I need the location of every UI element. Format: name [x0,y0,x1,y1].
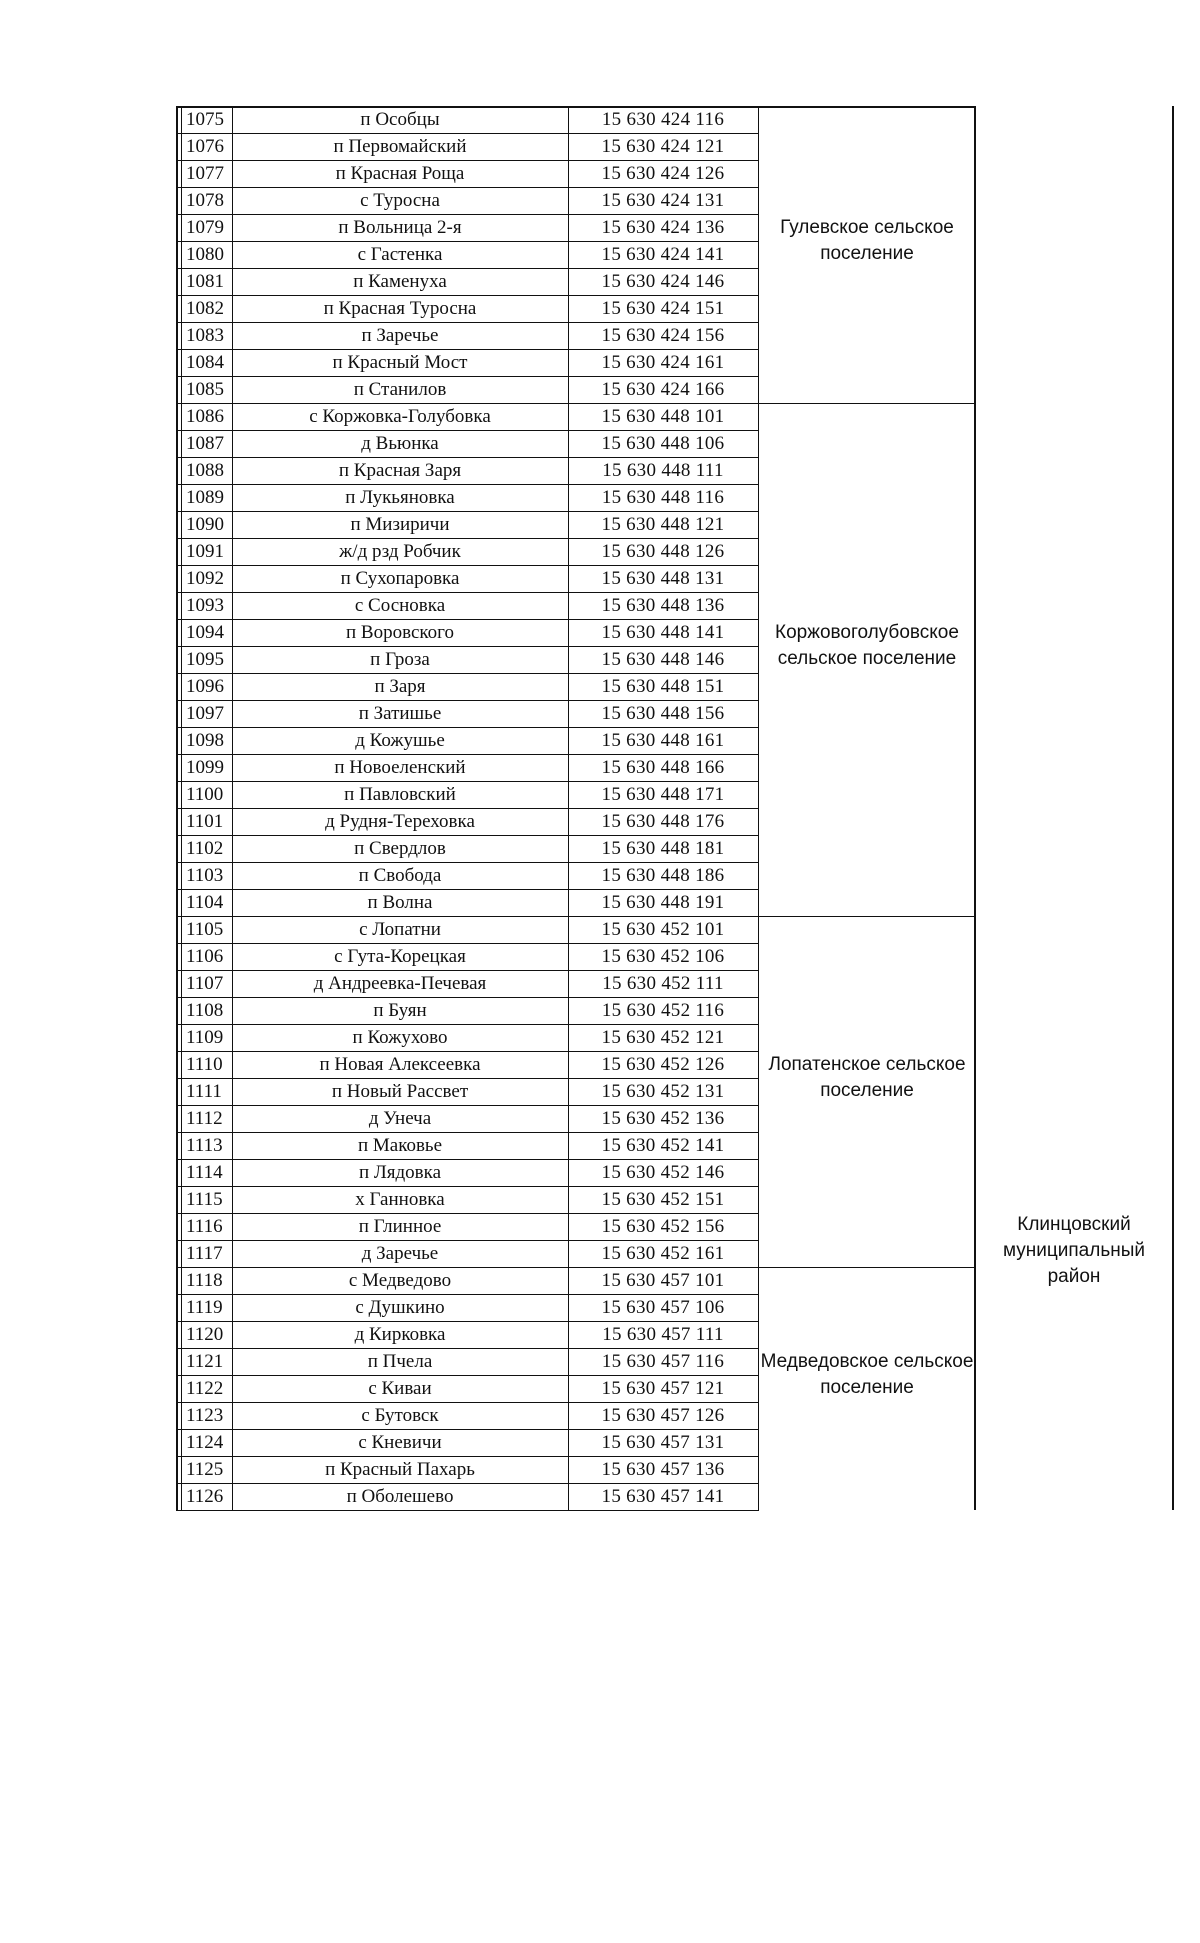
row-number: 1109 [186,1027,224,1048]
row-number: 1117 [186,1243,223,1264]
settlement-name: п Свобода [358,865,442,886]
settlement-name: п Первомайский [333,136,467,157]
settlement-name: п Новый Рассвет [331,1081,469,1102]
settlement-name: д Кожушье [355,730,445,751]
row-number: 1077 [186,163,224,184]
okato-code: 15 630 448 161 [601,730,725,751]
row-number: 1081 [186,271,224,292]
row-number: 1124 [186,1432,224,1453]
okato-code: 15 630 448 186 [601,865,725,886]
okato-code: 15 630 457 141 [601,1486,725,1507]
okato-code: 15 630 448 166 [601,757,725,778]
okato-code: 15 630 424 121 [601,136,725,157]
okato-code: 15 630 448 156 [601,703,725,724]
settlement-name: д Андреевка-Печевая [313,973,487,994]
settlement-name: п Глинное [358,1216,442,1237]
settlement-name: с Киваи [368,1378,432,1399]
row-number: 1105 [186,919,224,940]
okato-code: 15 630 452 131 [601,1081,725,1102]
settlement-name: п Маковье [357,1135,443,1156]
okato-code: 15 630 448 136 [601,595,725,616]
okato-code: 15 630 448 141 [601,622,725,643]
settlement-name: п Сухопаровка [340,568,460,589]
settlement-name: п Красный Мост [332,352,468,373]
row-number: 1079 [186,217,224,238]
row-number: 1115 [186,1189,223,1210]
group-divider [758,106,975,108]
okato-code: 15 630 424 126 [601,163,725,184]
okato-code: 15 630 457 136 [601,1459,725,1480]
settlement-name: с Сосновка [354,595,446,616]
table-border-right [1172,106,1174,1510]
okato-code: 15 630 448 171 [601,784,725,805]
settlement-name: п Лядовка [358,1162,442,1183]
settlement-name: п Затишье [358,703,442,724]
row-number: 1122 [186,1378,224,1399]
row-number: 1086 [186,406,224,427]
okato-code: 15 630 452 146 [601,1162,725,1183]
settlement-name: с Медведово [348,1270,452,1291]
row-number: 1123 [186,1405,224,1426]
row-number: 1100 [186,784,224,805]
okato-code: 15 630 424 141 [601,244,725,265]
settlement-name: п Красный Пахарь [325,1459,475,1480]
district-label: Клинцовский муниципальный район [1003,1214,1145,1287]
okato-code: 15 630 452 111 [602,973,724,994]
settlement-name: с Лопатни [359,919,441,940]
okato-code: 15 630 448 146 [601,649,725,670]
settlement-name: п Каменуха [353,271,447,292]
row-number: 1102 [186,838,224,859]
settlement-name: п Кожухово [352,1027,448,1048]
settlement-name: д Кирковка [354,1324,446,1345]
okato-code: 15 630 452 141 [601,1135,725,1156]
okato-code: 15 630 448 176 [601,811,725,832]
okato-code: 15 630 448 101 [601,406,725,427]
row-number: 1114 [186,1162,223,1183]
settlement-name: с Гута-Корецкая [334,946,466,967]
settlement-name: д Заречье [361,1243,439,1264]
row-number: 1091 [186,541,224,562]
okato-code: 15 630 448 126 [601,541,725,562]
okato-code: 15 630 452 161 [601,1243,725,1264]
settlement-name: п Новоеленский [334,757,466,778]
okato-code: 15 630 457 106 [601,1297,725,1318]
row-number: 1082 [186,298,224,319]
okato-code: 15 630 452 101 [601,919,725,940]
okato-code: 15 630 424 146 [601,271,725,292]
row-number: 1085 [186,379,224,400]
row-number: 1116 [186,1216,223,1237]
row-number: 1094 [186,622,224,643]
row-number: 1119 [186,1297,223,1318]
settlement-group-label: Гулевское сельское поселение [780,216,954,264]
row-number: 1089 [186,487,224,508]
row-number: 1095 [186,649,224,670]
group-divider [758,1267,975,1268]
okato-code: 15 630 448 116 [601,487,725,508]
okato-code: 15 630 452 121 [601,1027,725,1048]
settlement-name: с Коржовка-Голубовка [309,406,491,427]
row-number: 1113 [186,1135,223,1156]
okato-code: 15 630 448 131 [601,568,725,589]
okato-code: 15 630 448 191 [601,892,725,913]
row-number: 1084 [186,352,224,373]
column-divider [974,106,976,1510]
settlement-name: п Воровского [346,622,454,643]
settlement-name: п Буян [373,1000,427,1021]
settlement-name: п Волна [367,892,433,913]
row-number: 1076 [186,136,224,157]
row-number: 1120 [186,1324,224,1345]
settlement-name: п Красная Туросна [323,298,477,319]
settlement-name: с Душкино [355,1297,445,1318]
row-number: 1101 [186,811,224,832]
settlement-name: п Новая Алексеевка [319,1054,481,1075]
settlement-name: п Оболешево [346,1486,454,1507]
row-number: 1104 [186,892,224,913]
row-number: 1118 [186,1270,223,1291]
settlement-name: п Заречье [361,325,439,346]
okato-code: 15 630 452 156 [601,1216,725,1237]
okato-code: 15 630 424 166 [601,379,725,400]
row-number: 1097 [186,703,224,724]
okato-code: 15 630 457 111 [602,1324,724,1345]
row-number: 1125 [186,1459,224,1480]
row-number: 1108 [186,1000,224,1021]
okato-code: 15 630 452 116 [601,1000,725,1021]
row-number: 1107 [186,973,224,994]
okato-code: 15 630 448 111 [602,460,724,481]
okato-code: 15 630 457 116 [601,1351,725,1372]
okato-code: 15 630 448 151 [601,676,725,697]
settlement-name: д Рудня-Тереховка [325,811,475,832]
okato-code: 15 630 424 151 [601,298,725,319]
row-number: 1087 [186,433,224,454]
okato-code: 15 630 457 101 [601,1270,725,1291]
settlement-name: п Станилов [353,379,447,400]
row-number: 1106 [186,946,224,967]
okato-code: 15 630 452 106 [601,946,725,967]
settlement-name: с Гастенка [357,244,443,265]
row-number: 1092 [186,568,224,589]
okato-code: 15 630 424 161 [601,352,725,373]
settlement-name: п Вольница 2-я [338,217,462,238]
okato-code: 15 630 424 156 [601,325,725,346]
settlement-name: п Заря [374,676,426,697]
settlement-name: п Красная Заря [338,460,462,481]
okato-code: 15 630 448 181 [601,838,725,859]
row-number: 1096 [186,676,224,697]
row-number: 1121 [186,1351,224,1372]
okato-code: 15 630 457 121 [601,1378,725,1399]
okato-code: 15 630 457 131 [601,1432,725,1453]
row-number: 1093 [186,595,224,616]
settlement-name: п Павловский [344,784,456,805]
okato-code: 15 630 448 121 [601,514,725,535]
row-number: 1078 [186,190,224,211]
group-divider [758,403,975,404]
settlement-name: ж/д рзд Робчик [339,541,461,562]
row-number: 1083 [186,325,224,346]
settlement-name: п Лукьяновка [345,487,455,508]
settlement-name: д Унеча [368,1108,432,1129]
settlement-group-label: Лопатенское сельское поселение [768,1053,966,1101]
row-number: 1110 [186,1054,223,1075]
row-number: 1112 [186,1108,223,1129]
okato-code: 15 630 448 106 [601,433,725,454]
settlement-group-label: Медведовское сельское поселение [760,1350,974,1398]
settlement-name: п Свердлов [354,838,446,859]
okato-code: 15 630 457 126 [601,1405,725,1426]
row-number: 1075 [186,109,224,130]
settlement-name: п Пчела [367,1351,433,1372]
settlement-name: д Вьюнка [361,433,439,454]
group-divider [758,916,975,917]
settlement-name: х Ганновка [355,1189,445,1210]
row-number: 1111 [186,1081,222,1102]
okato-code: 15 630 424 131 [601,190,725,211]
settlement-name: п Мизиричи [350,514,450,535]
settlement-name: с Туросна [360,190,440,211]
row-number: 1099 [186,757,224,778]
settlement-group-label: Коржовоголубовское сельское поселение [775,621,959,669]
row-number: 1090 [186,514,224,535]
settlement-name: п Особцы [360,109,440,130]
okato-code: 15 630 452 136 [601,1108,725,1129]
row-number: 1088 [186,460,224,481]
okato-code: 15 630 424 136 [601,217,725,238]
row-divider [176,1510,759,1511]
okato-code: 15 630 424 116 [601,109,725,130]
settlement-name: с Бутовск [361,1405,439,1426]
settlement-name: с Кневичи [358,1432,442,1453]
settlement-name: п Красная Роща [335,163,465,184]
settlement-name: п Гроза [370,649,430,670]
okato-code: 15 630 452 126 [601,1054,725,1075]
row-number: 1126 [186,1486,224,1507]
row-number: 1080 [186,244,224,265]
row-number: 1103 [186,865,224,886]
okato-code: 15 630 452 151 [601,1189,725,1210]
row-number: 1098 [186,730,224,751]
